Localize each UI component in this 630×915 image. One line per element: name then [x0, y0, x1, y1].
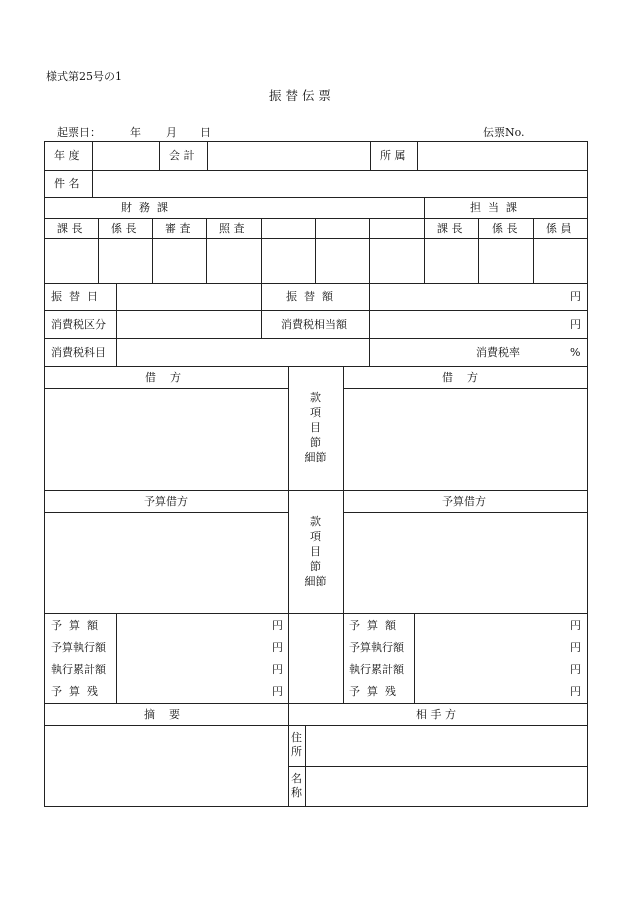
category-char: 款 [310, 515, 321, 528]
rule [44, 197, 588, 198]
rule [315, 218, 316, 283]
finance-col-review: 審 査 [165, 222, 191, 235]
debit-left-header: 借 方 [145, 371, 181, 384]
page-title: 振 替 伝 票 [269, 88, 331, 103]
rule [44, 725, 588, 726]
rule [44, 366, 588, 367]
fiscal-year-label: 年 度 [54, 149, 80, 162]
budget-cumulative-label: 執行累計額 [51, 663, 106, 676]
yen-unit: 円 [272, 619, 283, 632]
rule [44, 283, 588, 284]
address-label [288, 731, 305, 759]
category-char: 節 [310, 436, 321, 449]
rule [261, 218, 262, 283]
category-char: 項 [310, 406, 321, 419]
rule [414, 613, 415, 703]
rule [370, 141, 371, 170]
rule [343, 366, 344, 703]
finance-col-chief: 課 長 [57, 222, 83, 235]
rule [343, 388, 588, 389]
stamp-resp-chief[interactable] [425, 239, 478, 283]
budget-remaining-label: 予 算 残 [51, 685, 98, 698]
year-label: 年 [130, 126, 141, 139]
budget-debit-right-header: 予算借方 [442, 495, 486, 508]
budget-remaining-label: 予 算 残 [349, 685, 396, 698]
category-char: 節 [310, 560, 321, 573]
rule [288, 766, 588, 767]
month-label: 月 [166, 126, 177, 139]
category-column-1 [288, 390, 343, 465]
budget-executed-label: 予算執行額 [51, 641, 106, 654]
category-char: 款 [310, 391, 321, 404]
budget-amount-label: 予 算 額 [349, 619, 396, 632]
budget-amount-label: 予 算 額 [51, 619, 98, 632]
subject-label: 件 名 [54, 177, 80, 190]
yen-unit: 円 [570, 663, 581, 676]
issue-date-label: 起票日： [57, 126, 101, 139]
rule [44, 388, 288, 389]
category-char: 目 [310, 545, 321, 558]
tax-rate-label: 消費税率 [476, 346, 520, 359]
rule [261, 283, 262, 338]
yen-unit: 円 [272, 663, 283, 676]
budget-debit-left-header: 予算借方 [144, 495, 188, 508]
stamp-finance-verify[interactable] [207, 239, 261, 283]
rule [417, 141, 418, 170]
resp-col-chief: 課 長 [437, 222, 463, 235]
category-char: 細節 [304, 451, 327, 464]
finance-section-label: 財 務 課 [121, 201, 168, 214]
category-char: 項 [310, 530, 321, 543]
tax-item-label: 消費税科目 [51, 346, 106, 359]
rule [116, 613, 117, 703]
rule [116, 283, 117, 366]
rule [44, 703, 588, 704]
yen-unit: 円 [570, 619, 581, 632]
rule [44, 613, 588, 614]
percent-unit: % [570, 346, 581, 359]
form-number: 様式第25号の1 [46, 70, 122, 83]
rule [44, 490, 588, 491]
stamp-resp-staff[interactable] [534, 239, 587, 283]
budget-cumulative-label: 執行累計額 [349, 663, 404, 676]
budget-executed-label: 予算執行額 [349, 641, 404, 654]
rule [44, 310, 588, 311]
resp-col-staff: 係 員 [546, 222, 572, 235]
yen-unit: 円 [570, 641, 581, 654]
category-char: 目 [310, 421, 321, 434]
affiliation-label: 所 属 [380, 149, 406, 162]
rule [44, 218, 588, 219]
finance-col-verify: 照 査 [219, 222, 245, 235]
address-char: 所 [291, 745, 302, 758]
rule [207, 141, 208, 170]
responsible-section-label: 担 当 課 [470, 201, 517, 214]
yen-unit: 円 [570, 685, 581, 698]
rule [305, 725, 306, 807]
name-char: 称 [291, 786, 302, 799]
debit-right-header: 借 方 [442, 371, 478, 384]
day-label: 日 [200, 126, 211, 139]
rule [343, 512, 588, 513]
rule [44, 512, 288, 513]
category-column-2 [288, 514, 343, 589]
rule [369, 218, 370, 283]
resp-col-subchief: 係 長 [492, 222, 518, 235]
address-char: 住 [291, 731, 302, 744]
rule [44, 170, 588, 171]
summary-header: 摘 要 [144, 708, 180, 721]
name-label [288, 772, 305, 800]
transfer-amount-label: 振 替 額 [286, 290, 333, 303]
tax-category-label: 消費税区分 [51, 318, 106, 331]
rule [44, 338, 588, 339]
rule [159, 141, 160, 170]
name-char: 名 [291, 772, 302, 785]
counterparty-header: 相 手 方 [416, 708, 456, 721]
stamp-finance-review[interactable] [153, 239, 206, 283]
yen-unit: 円 [272, 685, 283, 698]
finance-col-subchief: 係 長 [111, 222, 137, 235]
rule [369, 283, 370, 366]
tax-amount-label: 消費税相当額 [281, 318, 347, 331]
transfer-date-label: 振 替 日 [51, 290, 98, 303]
rule [92, 141, 93, 198]
accounting-label: 会 計 [169, 149, 195, 162]
yen-unit: 円 [570, 290, 581, 303]
slip-no-label: 伝票No. [483, 126, 525, 139]
stamp-finance-chief[interactable] [45, 239, 98, 283]
yen-unit: 円 [570, 318, 581, 331]
stamp-resp-subchief[interactable] [479, 239, 533, 283]
category-char: 細節 [304, 575, 327, 588]
yen-unit: 円 [272, 641, 283, 654]
stamp-finance-subchief[interactable] [99, 239, 152, 283]
